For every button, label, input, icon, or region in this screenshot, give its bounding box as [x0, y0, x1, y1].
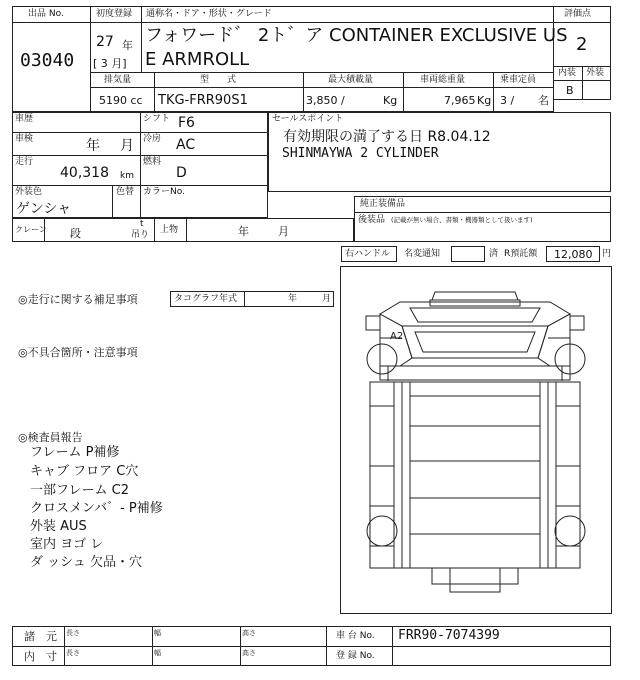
reg-month: [ 3 月] [93, 57, 127, 70]
crane-t: t [140, 219, 144, 229]
aircon-label: 冷房 [143, 134, 162, 144]
crane-lift: 吊り [131, 230, 150, 240]
tacho-label: タコグラフ年式 [174, 294, 238, 304]
reg-no-label: 登 録 No. [336, 651, 375, 661]
overall-grade: 2 [576, 34, 588, 55]
inspector-line: フレーム P補修 [30, 445, 120, 460]
name-change-box [451, 246, 485, 262]
inner-width-label: 幅 [154, 649, 161, 657]
inspector-line: 一部フレーム C2 [30, 483, 129, 498]
crane-stage: 段 [70, 227, 81, 240]
aircon: AC [176, 137, 196, 153]
color-code-label: カラーNo. [143, 187, 185, 197]
gvw: 7,965 [444, 94, 476, 107]
shift: F6 [178, 115, 195, 131]
aftermarket-note: (記載が無い場合、書類・機器類として扱います) [391, 216, 533, 224]
upper-label: 上物 [160, 225, 179, 235]
capacity-unit: 名 [538, 94, 549, 107]
truck-damage-diagram [340, 266, 612, 614]
grade-label: 評価点 [564, 9, 592, 19]
inspector-line: キャブ フロア C穴 [30, 464, 139, 479]
defects-label: ◎不具合箇所・注意事項 [18, 346, 138, 359]
mileage: 40,318 [60, 165, 109, 181]
model-label: 型 式 [200, 75, 237, 85]
exterior-label: 外装 [586, 68, 605, 78]
first-reg-label: 初度登録 [96, 9, 133, 19]
height-label: 高さ [242, 629, 256, 637]
fuel: D [176, 165, 187, 181]
lot-no: 03040 [20, 50, 75, 71]
damage-mark-a2: A2 [390, 331, 404, 342]
name-change-label: 名変通知 [404, 249, 441, 259]
capacity: 3 / [500, 94, 515, 107]
shift-label: シフト [143, 114, 171, 124]
sales-point-line1: 有効期限の満了する日 R8.04.12 [283, 129, 491, 145]
gvw-unit: Kg [477, 94, 492, 107]
chassis-label: 車 台 No. [336, 631, 375, 641]
width-label: 幅 [154, 629, 161, 637]
reg-year-unit: 年 [122, 39, 133, 52]
inner-length-label: 長さ [66, 649, 80, 657]
inspector-line: ダ ッシュ 欠品・穴 [30, 555, 143, 570]
recycle-done: 済 [489, 249, 499, 259]
dims-label: 諸 元 [24, 630, 57, 643]
displacement: 5190 cc [99, 94, 143, 107]
vehicle-name-line1: フォワード゛ 2ト゛ア CONTAINER EXCLUSIVE US [145, 25, 568, 46]
inspection-year: 年 [86, 138, 100, 154]
lot-no-label: 出品 No. [28, 9, 64, 19]
upper-year: 年 [238, 225, 249, 238]
capacity-label: 乗車定員 [500, 75, 537, 85]
payload-unit: Kg [383, 94, 398, 107]
displacement-label: 排気量 [104, 75, 132, 85]
model: TKG-FRR90S1 [158, 93, 248, 108]
inspector-line: 室内 ヨゴ レ [30, 537, 104, 552]
recycle-amount: 12,080 [554, 248, 593, 261]
interior-label: 内装 [558, 68, 577, 78]
tacho-month: 月 [322, 294, 332, 304]
sales-point-line2: SHINMAYWA 2 CYLINDER [282, 146, 439, 161]
crane-row [12, 218, 354, 242]
upper-month: 月 [278, 225, 289, 238]
inspector-line: 外装 AUS [30, 519, 87, 534]
payload: 3,850 / [306, 94, 345, 107]
sales-point-label: セールスポイント [272, 114, 344, 124]
inspection-month: 月 [120, 138, 134, 154]
rhd: 右ハンドル [345, 249, 391, 259]
name-label: 通称名・ドア・形状・グレード [146, 9, 272, 19]
crane-label: クレーン [15, 225, 47, 234]
history-label: 車歴 [15, 114, 34, 124]
tacho-year: 年 [288, 294, 298, 304]
aftermarket-label: 後装品 [358, 215, 386, 225]
chassis-no: FRR90-7074399 [398, 628, 500, 643]
payload-label: 最大積載量 [328, 75, 374, 85]
genuine-equipment-label: 純正装備品 [360, 199, 406, 209]
vehicle-name-line2: E ARMROLL [145, 49, 250, 70]
interior-grade: B [566, 84, 574, 97]
length-label: 長さ [66, 629, 80, 637]
color-label: 外装色 [15, 187, 43, 197]
inspector-line: クロスメンバ゛- P補修 [30, 501, 163, 516]
gvw-label: 車両総重量 [420, 75, 466, 85]
inspection-label: 車検 [15, 134, 34, 144]
color-change-label: 色替 [116, 187, 135, 197]
driving-notes-label: ◎走行に関する補足事項 [18, 293, 138, 306]
recycle-label: R預託額 [504, 249, 538, 259]
mileage-label: 走行 [15, 157, 34, 167]
mileage-unit: km [120, 171, 134, 181]
recycle-unit: 円 [602, 249, 612, 259]
inner-dims-label: 内 寸 [24, 650, 57, 663]
inner-height-label: 高さ [242, 649, 256, 657]
inspector-report-label: ◎検査員報告 [18, 431, 83, 444]
body-color: ゲンシャ [16, 201, 72, 217]
reg-year: 27 [96, 34, 114, 50]
fuel-label: 燃料 [143, 157, 162, 167]
